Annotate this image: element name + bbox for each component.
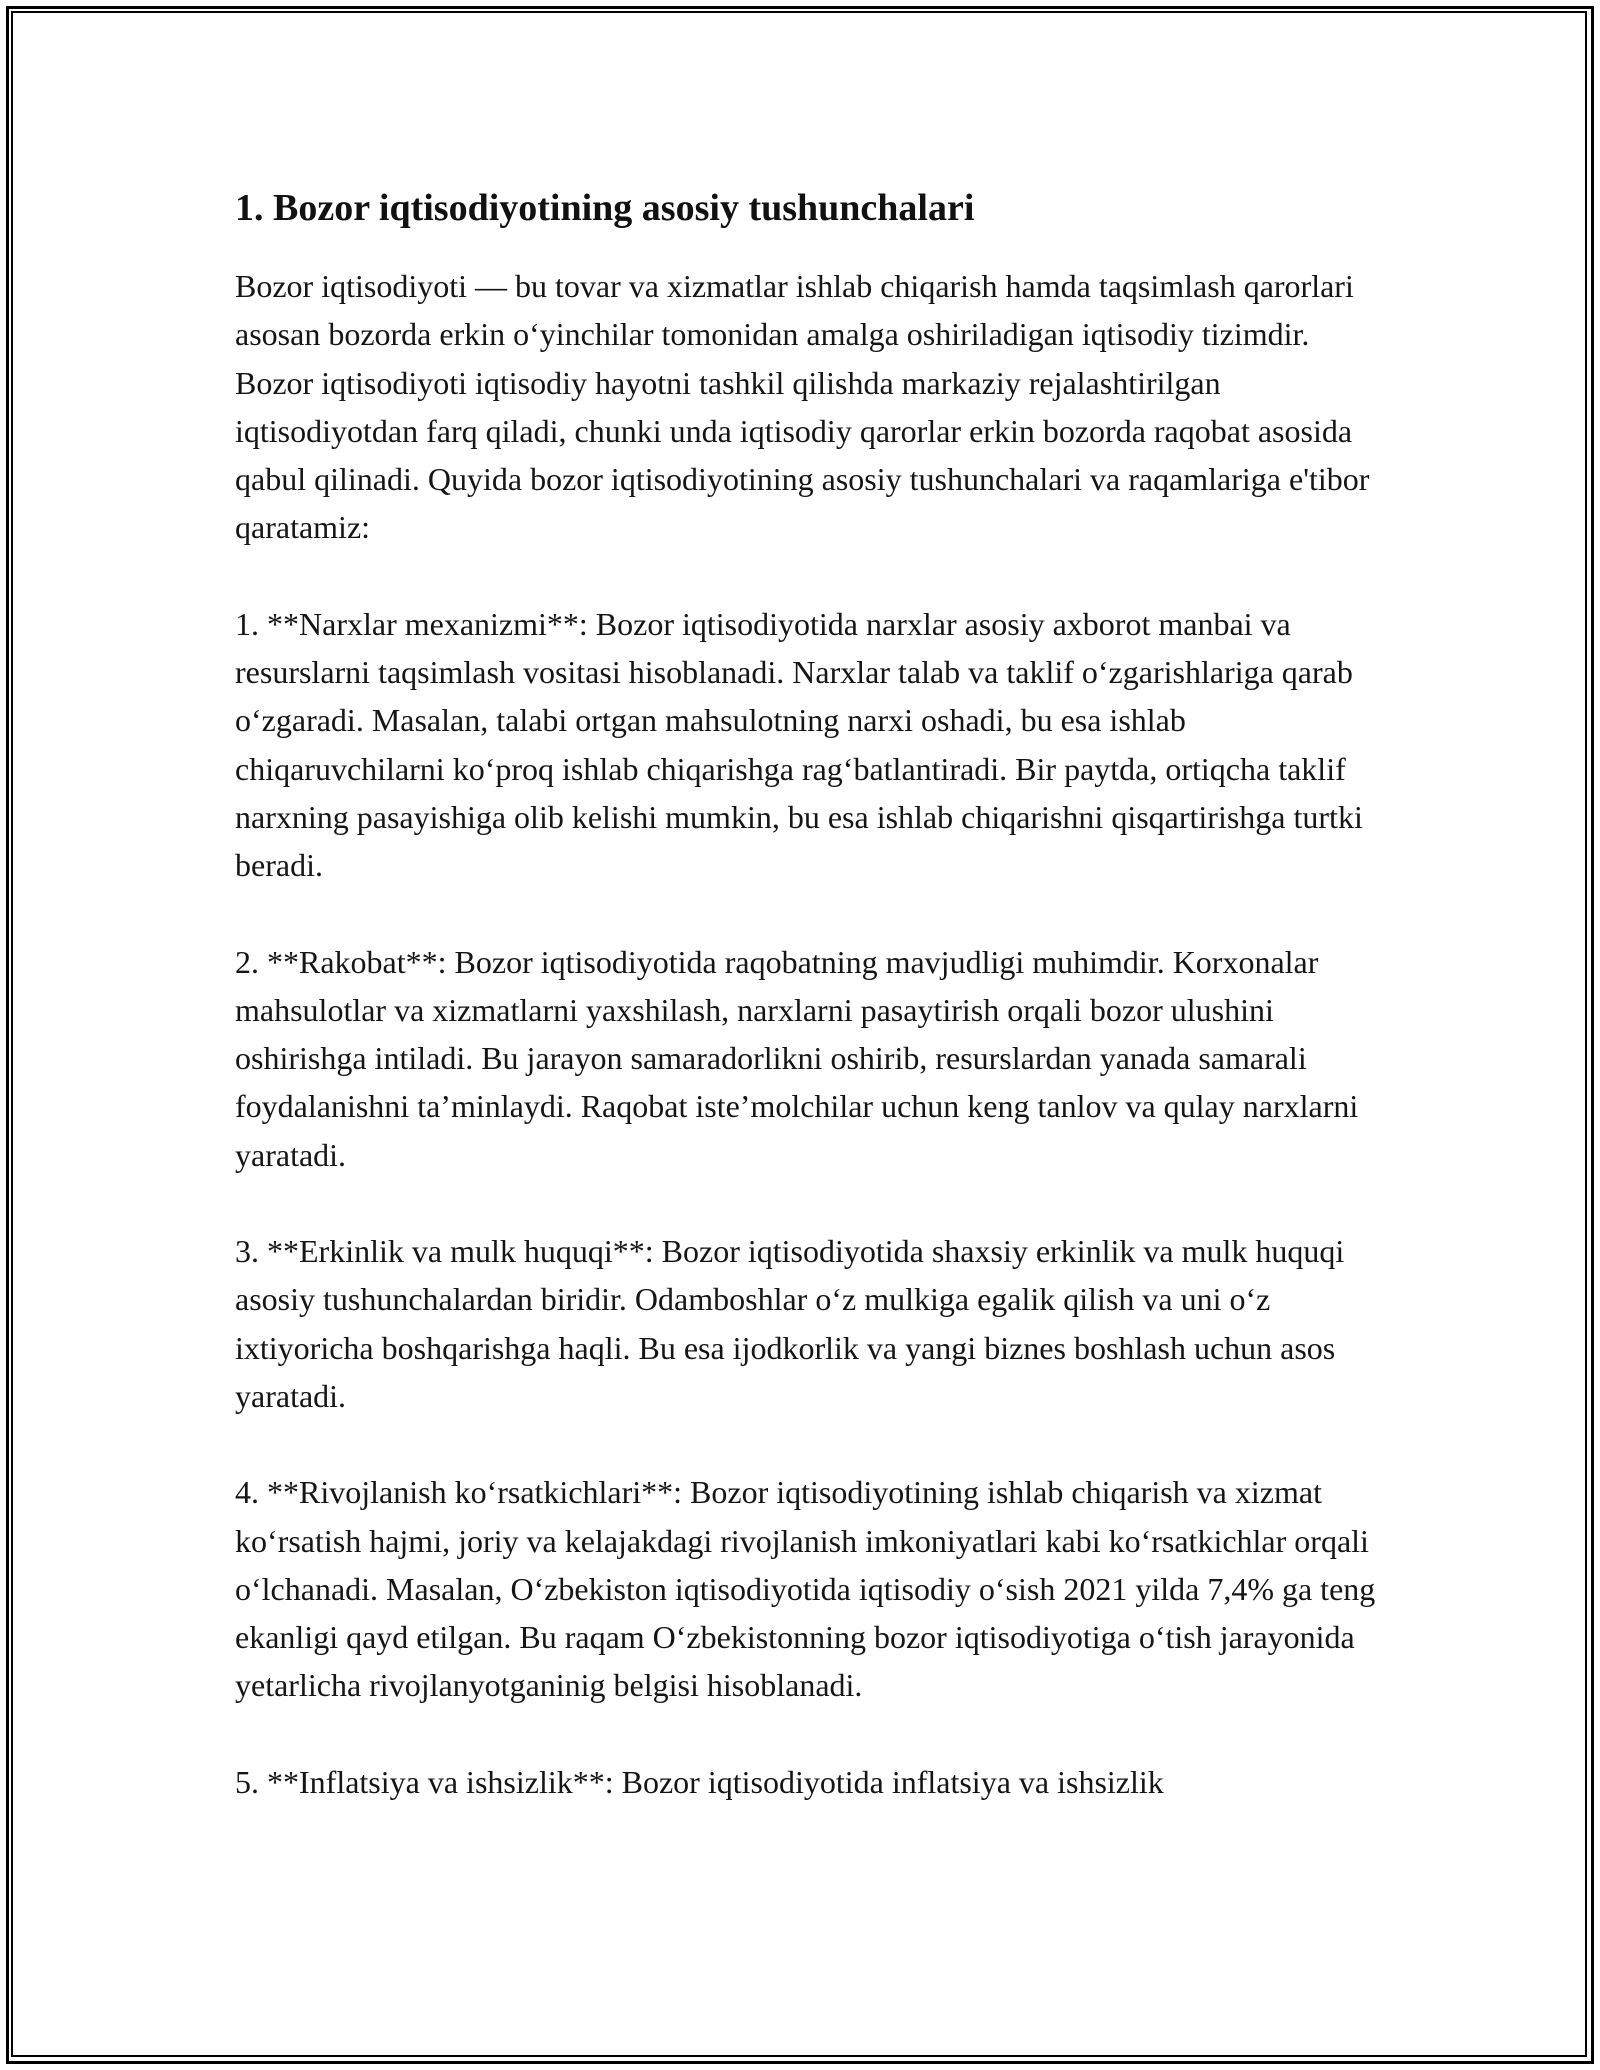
list-item-narxlar-mexanizmi: 1. **Narxlar mexanizmi**: Bozor iqtisodiyotida narxlar asosiy axborot manbai va resurslarni taqsimlash vositasi hisoblanadi. Narxlar talab va taklif oʻzgarishlariga qarab oʻzgaradi. Masalan, talabi ortgan mahsulotning narxi oshadi, bu esa ishlab chiqaruvchilarni koʻproq ishlab chiqarishga ragʻbatlantiradi. Bir paytda, ortiqcha taklif narxning pasayishiga olib kelishi mumkin, bu esa ishlab chiqarishni qisqartirishga turtki beradi. [235, 605, 1363, 884]
list-item-rakobat: 2. **Rakobat**: Bozor iqtisodiyotida raqobatning mavjudligi muhimdir. Korxonalar mahsulotlar va xizmatlarni yaxshilash, narxlarni pasaytirish orqali bozor ulushini oshirishga intiladi. Bu jarayon samaradorlikni oshirib, resurslardan yanada samarali foydalanishni taʼminlaydi. Raqobat isteʼmolchilar uchun keng tanlov va qulay narxlarni yaratadi. [235, 943, 1359, 1173]
document-body [235, 184, 1385, 1854]
intro-paragraph: Bozor iqtisodiyoti — bu tovar va xizmatlar ishlab chiqarish hamda taqsimlash qarorlari asosan bozorda erkin oʻyinchilar tomonidan amalga oshiriladigan iqtisodiy tizimdir. Bozor iqtisodiyoti iqtisodiy hayotni tashkil qilishda markaziy rejalashtirilgan iqtisodiyotdan farq qiladi, chunki unda iqtisodiy qarorlar erkin bozorda raqobat asosida qabul qilinadi. Quyida bozor iqtisodiyotining asosiy tushunchalari va raqamlariga e'tibor qaratamiz: [235, 268, 1370, 546]
list-item-rivojlanish-korsatkichlari: 4. **Rivojlanish koʻrsatkichlari**: Bozor iqtisodiyotining ishlab chiqarish va xizmat koʻrsatish hajmi, joriy va kelajakdagi rivojlanish imkoniyatlari kabi koʻrsatkichlar orqali oʻlchanadi. Masalan, Oʻzbekiston iqtisodiyotida iqtisodiy oʻsish 2021 yilda 7,4% ga teng ekanligi qayd etilgan. Bu raqam Oʻzbekistonning bozor iqtisodiyotiga oʻtish jarayonida yetarlicha rivojlanyotganinig belgisi hisoblanadi. [235, 1474, 1376, 1704]
section-heading: 1. Bozor iqtisodiyotining asosiy tushunchalari [235, 187, 975, 229]
list-item-erkinlik-va-mulk-huquqi: 3. **Erkinlik va mulk huquqi**: Bozor iqtisodiyotida shaxsiy erkinlik va mulk huquqi asosiy tushunchalardan biridir. Odamboshlar oʻz mulkiga egalik qilish va uni oʻz ixtiyoricha boshqarishga haqli. Bu esa ijodkorlik va yangi biznes boshlash uchun asos yaratadi. [235, 1233, 1345, 1414]
list-item-inflatsiya-va-ishsizlik: 5. **Inflatsiya va ishsizlik**: Bozor iqtisodiyotida inflatsiya va ishsizlik [235, 1763, 1164, 1800]
